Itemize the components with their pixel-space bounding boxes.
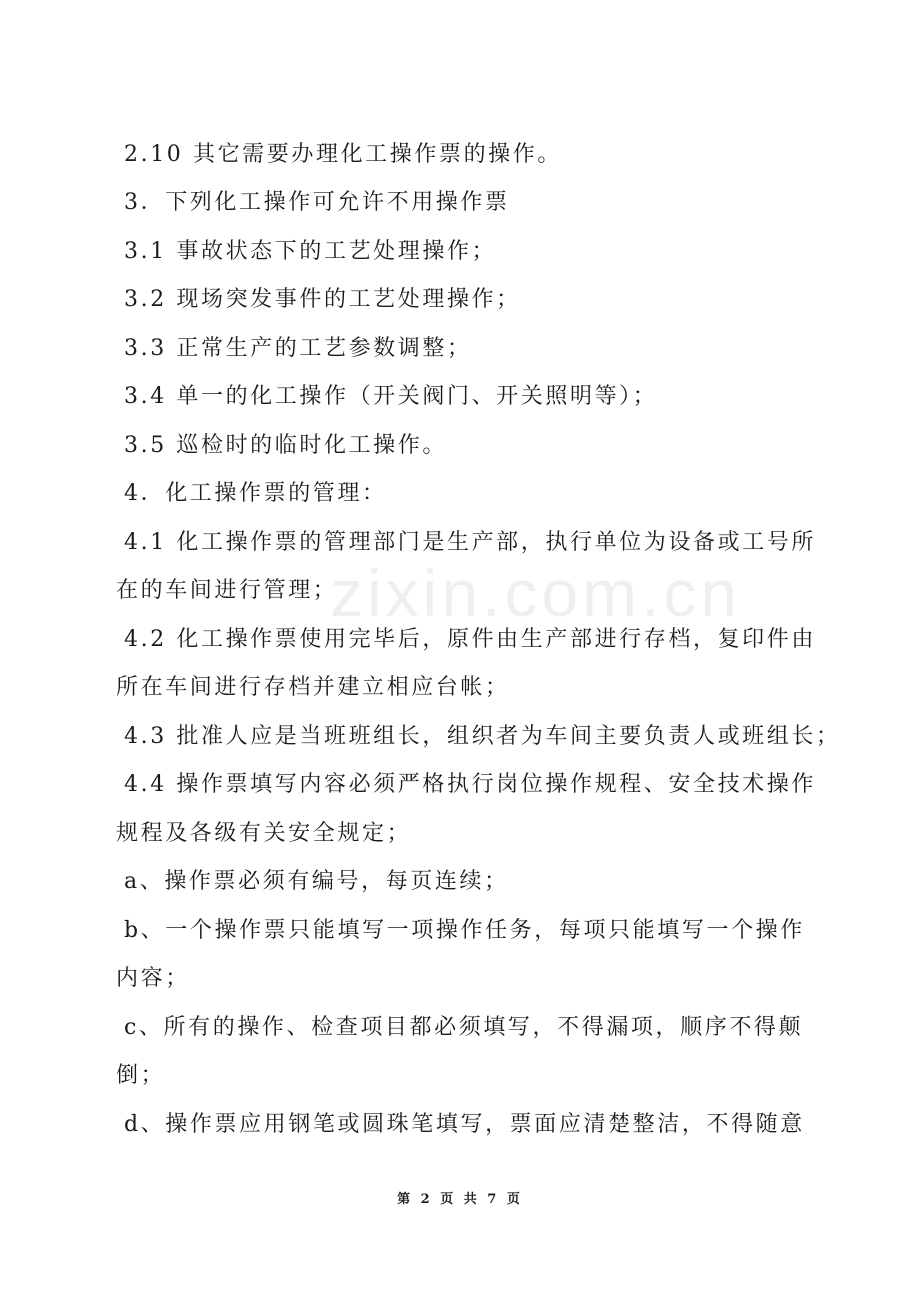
page-number: 第 2 页 共 7 页 <box>397 1192 523 1207</box>
text-line: 2.10 其它需要办理化工操作票的操作。 <box>124 142 562 167</box>
text-line: 4．化工操作票的管理： <box>124 481 387 506</box>
text-line: 规程及各级有关安全规定； <box>116 821 412 846</box>
text-line: 所在车间进行存档并建立相应台帐； <box>116 675 510 700</box>
text-line: 4.1 化工操作票的管理部门是生产部，执行单位为设备或工号所 <box>124 530 816 555</box>
text-line: b、一个操作票只能填写一项操作任务，每项只能填写一个操作 <box>124 918 805 943</box>
text-line: d、操作票应用钢笔或圆珠笔填写，票面应清楚整洁，不得随意 <box>124 1112 805 1137</box>
text-line: 3.2 现场突发事件的工艺处理操作； <box>124 287 521 312</box>
text-line: 3.5 巡检时的临时化工操作。 <box>124 433 447 458</box>
text-line: 4.2 化工操作票使用完毕后，原件由生产部进行存档，复印件由 <box>124 627 816 652</box>
text-line: c、所有的操作、检查项目都必须填写，不得漏项，顺序不得颠 <box>124 1015 804 1040</box>
text-line: 3.4 单一的化工操作（开关阀门、开关照明等）； <box>124 384 658 409</box>
text-line: 3.1 事故状态下的工艺处理操作； <box>124 239 497 264</box>
text-line: 4.3 批准人应是当班班组长，组织者为车间主要负责人或班组长； <box>124 724 841 749</box>
text-line: 在的车间进行管理； <box>116 578 338 603</box>
text-line: 倒； <box>116 1063 166 1088</box>
watermark: zixin.com.cn <box>330 556 742 630</box>
text-line: 3.3 正常生产的工艺参数调整； <box>124 336 472 361</box>
text-line: 3．下列化工操作可允许不用操作票 <box>124 190 510 215</box>
text-line: 4.4 操作票填写内容必须严格执行岗位操作规程、安全技术操作 <box>124 772 816 797</box>
text-line: a、操作票必须有编号，每页连续； <box>124 869 509 894</box>
text-line: 内容； <box>116 966 190 991</box>
